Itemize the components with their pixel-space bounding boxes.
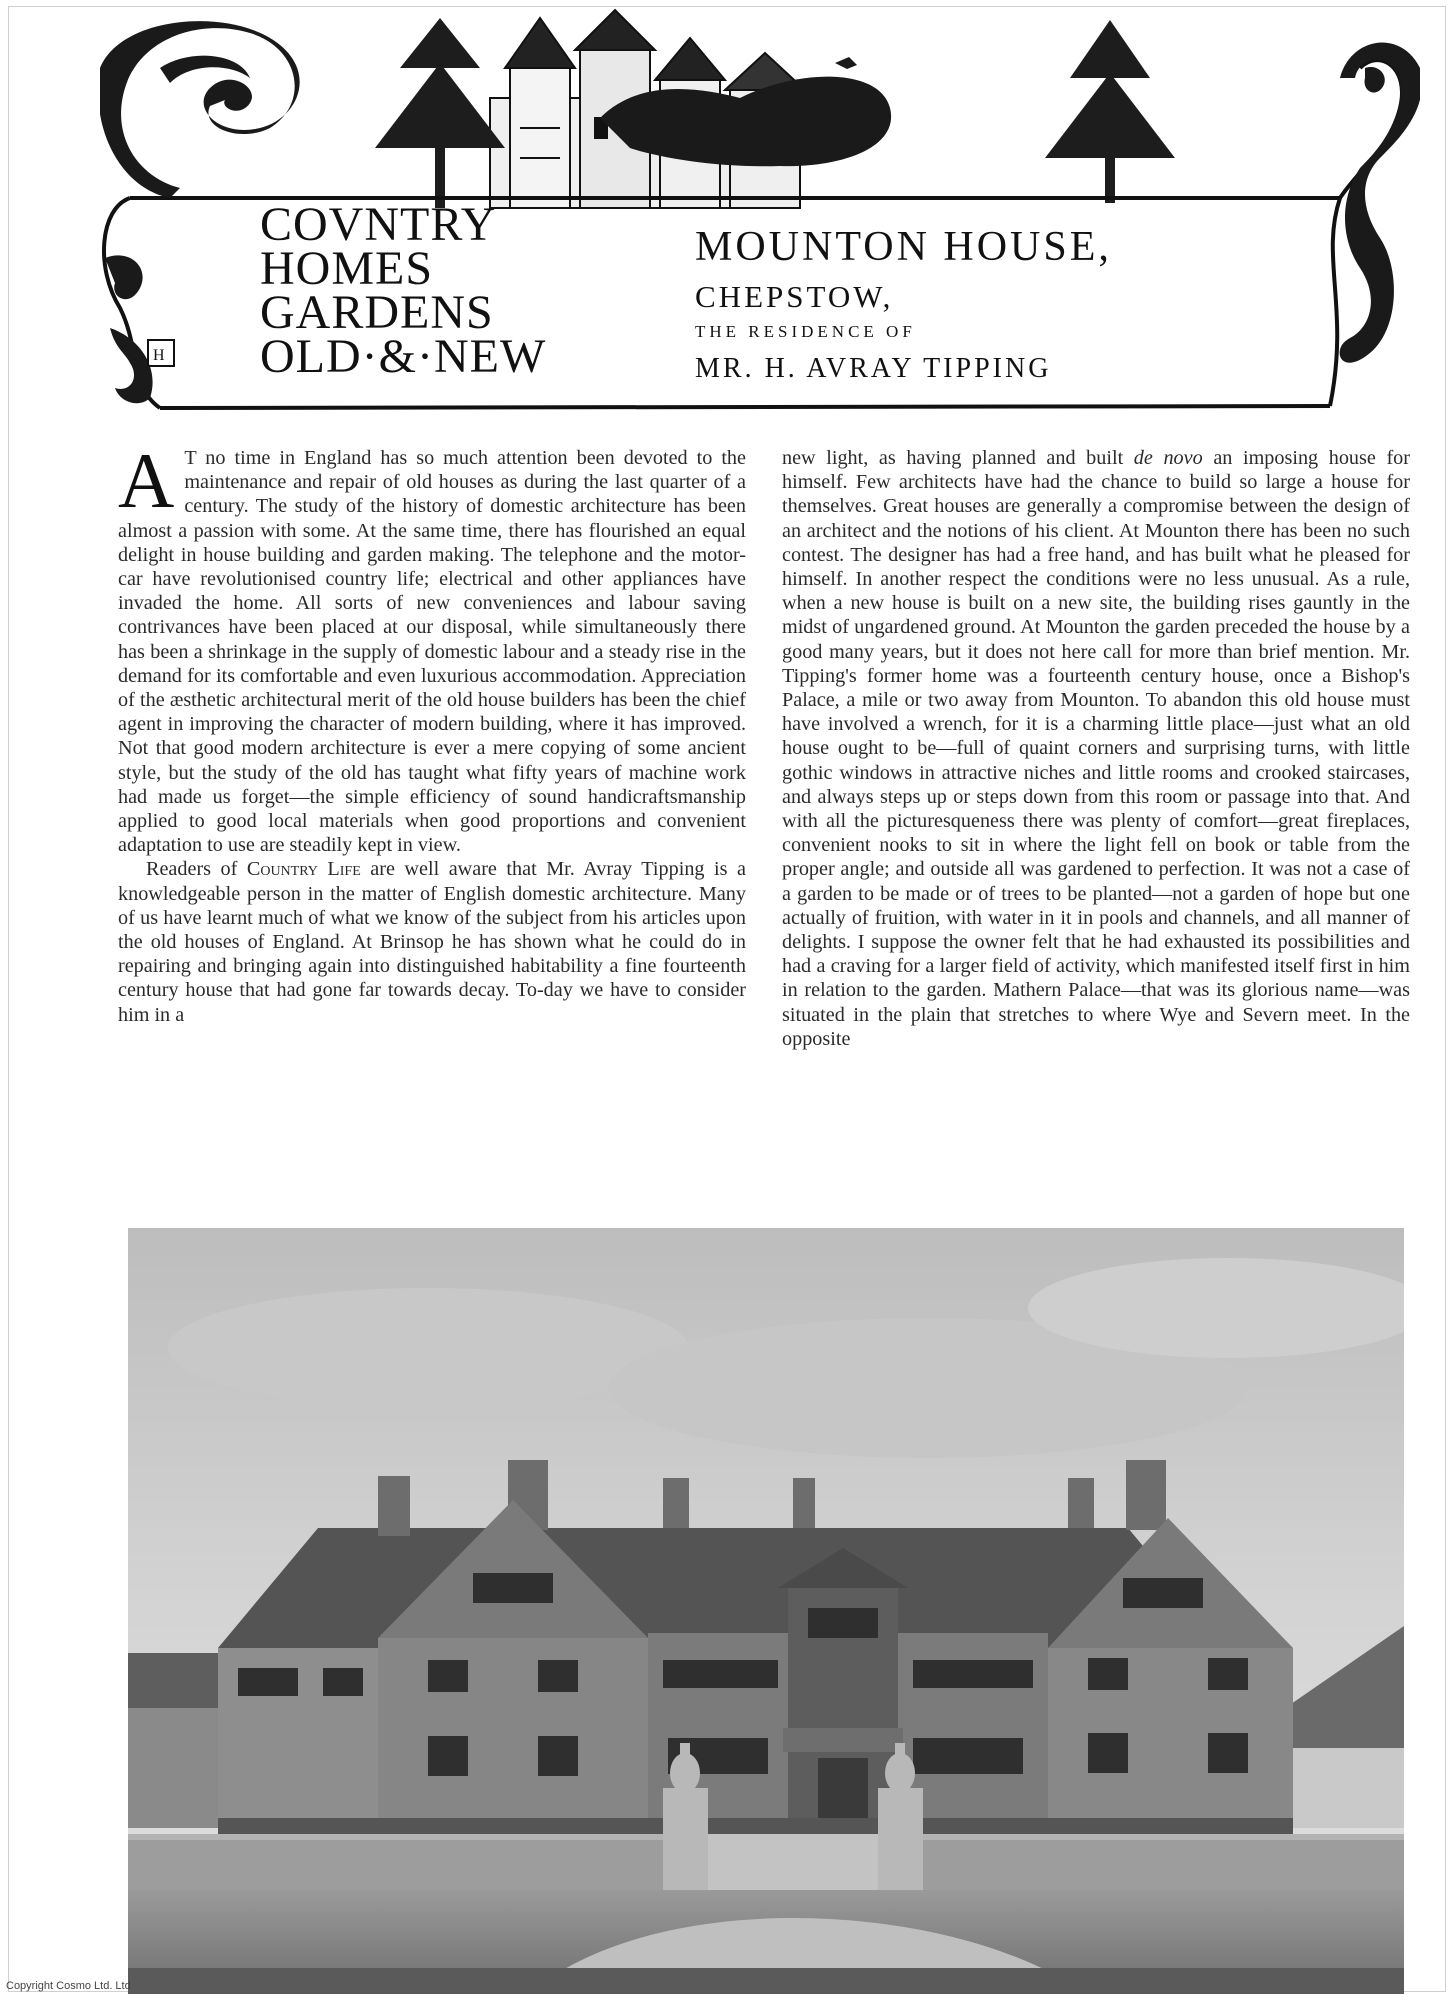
text-column-left (118, 437, 746, 1027)
series-title-line-1: COVNTRY (260, 198, 497, 251)
drop-cap: A (118, 437, 175, 524)
article-title-block (695, 223, 1335, 389)
copyright-credit: Copyright Cosmo Ltd. Ltd (6, 1980, 131, 1992)
paragraph-2-lead: Readers of (146, 858, 247, 881)
mounton-house-photo (128, 1228, 1404, 1994)
owner-name: MR. H. AVRAY TIPPING (695, 353, 1052, 384)
paragraph-3 (782, 446, 1410, 1051)
series-title (260, 198, 620, 383)
paragraph-1-text: T no time in England has so much attention been devoted to the maintenance and repair of old houses as during the last quarter of a century. The study of the history of domestic architecture has been almost a passion with some. At the same time, there has flourished an equal delight in house building and garden making. The telephone and the motor-car have revolutionised country life; electrical and other appliances have invaded the home. All sorts of new conveniences and labour saving contrivances have been placed at our disposal, while simultaneously there has been a shrinkage in the supply of domestic labour and a steady rise in the demand for its comfortable and even luxurious accommodation. Appreciation of the æsthetic architectural merit of the old house builders has been the chief agent in improving the character of modern building, where it has improved. Not that good modern architecture is ever a mere copying of some ancient style, but the study of the old has taught what fifty years of machine work had made us forget—the simple efficiency of sound handicraftsmanship applied to good local materials when good proportions and convenient adaptation to use are steadily kept in view. (118, 447, 746, 857)
topiary-tree-right (1045, 20, 1175, 203)
paragraph-3-lead: new light, as having planned and built (782, 447, 1134, 469)
magazine-name: Country Life (246, 858, 361, 881)
residence-label: THE RESIDENCE OF (695, 322, 916, 341)
house-photograph (128, 1228, 1404, 1994)
paragraph-3-text: an imposing house for himself. Few architects have had the chance to build so large a house for themselves. Great houses are generally a compromise between the design of an architect and the notions of his client. At Mounton there has been no such contest. The designer has had a free hand, and has built what he pleased for himself. In another respect the conditions were no less unusual. As a rule, when a new house is built on a new site, the building rises gauntly in the midst of ungardened ground. At Mounton the garden preceded the house by a good many years, but it does not here call for more than brief mention. Mr. Tipping's former home was a fourteenth century house, once a Bishop's Palace, a mile or two away from Mounton. To abandon this old house must have involved a wrench, for it is a charming little place—just what an old house ought to be—full of quaint corners and surprising turns, with little gothic windows in attractive niches and little rooms and crooked staircases, and always steps up or steps down from this room or passage into that. And with all the picturesqueness there was plenty of comfort—great fireplaces, convenient nooks to sit in where the light fell on book or table from the proper angle; and outside all was gardened to perfection. It was not a case of a garden to be made or of trees to be planted—not a garden of hope but one actually of fruition, with water in it in pools and channels, and all manner of delights. I suppose the owner felt that he had exhausted its possibilities and had a craving for a larger field of activity, which manifested itself first in him in relation to the garden. Mathern Palace—that was its glorious name—was situated in the plain that stretches to where Wye and Severn meet. In the opposite (782, 447, 1410, 1050)
right-scroll-ornament (1340, 43, 1420, 363)
article-location: CHEPSTOW, (695, 279, 894, 314)
right-wing (1048, 1648, 1293, 1834)
topiary-tree-left (375, 18, 505, 208)
series-title-line-3: GARDENS (260, 286, 494, 339)
paragraph-2-text: are well aware that Mr. Avray Tipping is a knowledgeable person in the matter of English domestic architecture. Many of us have learnt much of what we know of the subject from his articles upon the old houses of England. At Brinsop he has shown what he could do in repairing and bringing again into distinguished habitability a fine fourteenth century house that had gone far towards decay. To-day we have to consider him in a (118, 858, 746, 1026)
right-outbuilding (1278, 1748, 1404, 1828)
left-wing (378, 1638, 648, 1834)
article-title: MOUNTON HOUSE, (695, 224, 1112, 270)
monogram-glyph: H (153, 347, 165, 364)
masthead (100, 8, 1420, 420)
series-title-line-4: OLD·&·NEW (260, 330, 547, 383)
latin-phrase: de novo (1133, 447, 1203, 469)
gateway (693, 1834, 893, 1890)
paragraph-1 (118, 437, 746, 857)
paragraph-2 (118, 857, 746, 1026)
text-column-right (782, 446, 1410, 1051)
series-title-line-2: HOMES (260, 242, 434, 295)
